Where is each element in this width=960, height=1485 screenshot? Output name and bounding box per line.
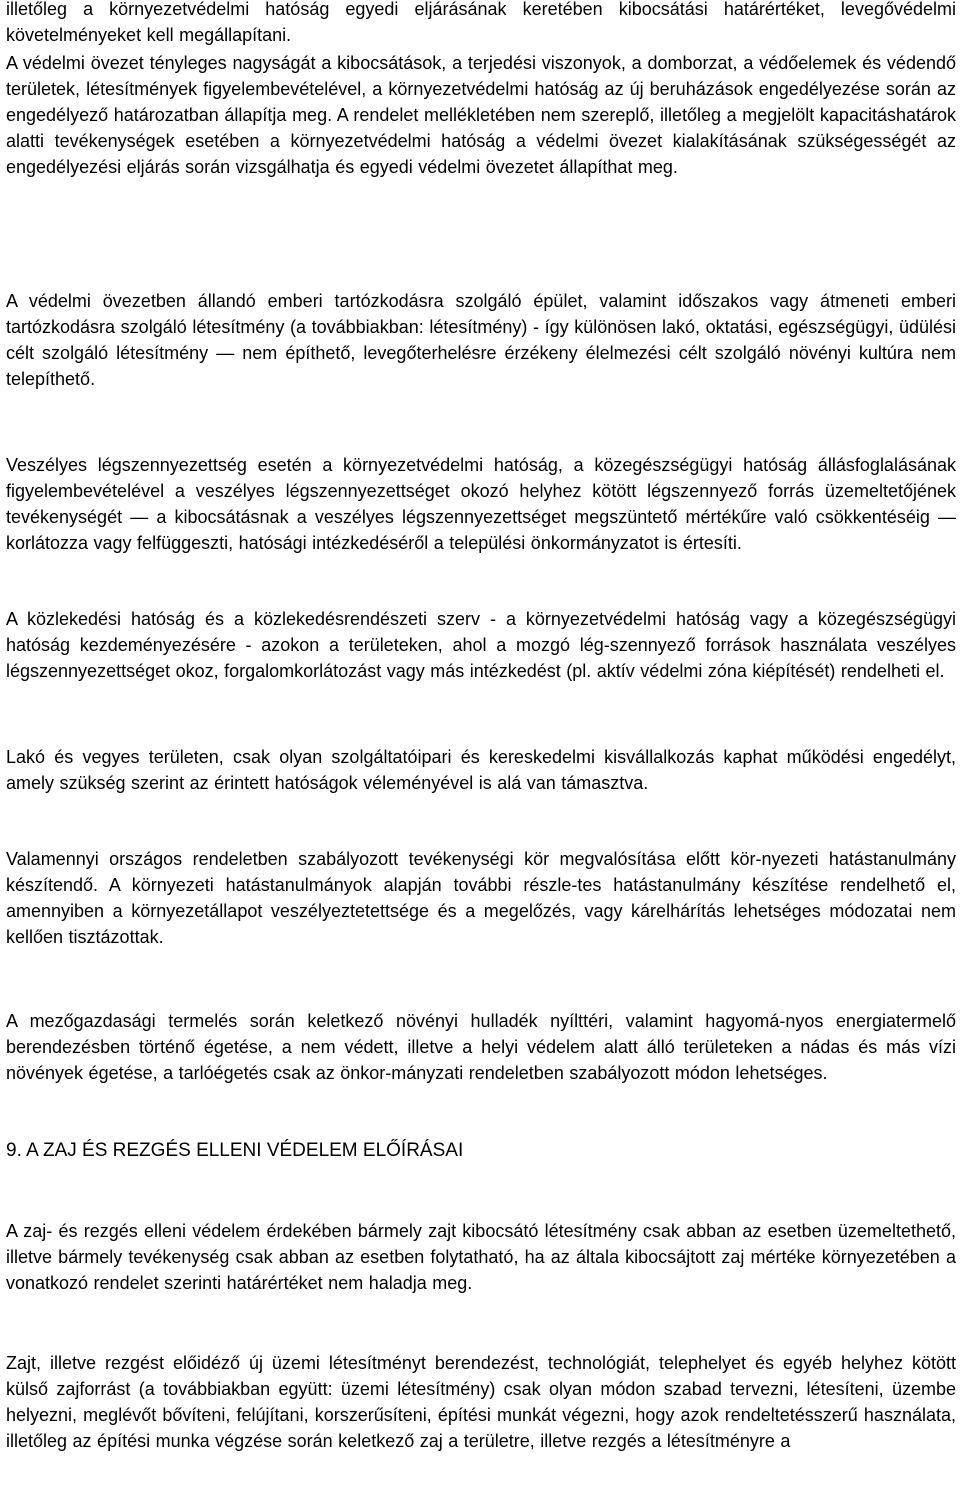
paragraph-2: A védelmi övezet tényleges nagyságát a kibocsátások, a terjedési viszonyok, a domborzat, a védőelemek és védendő területek, létesítmények figyelembevételével, a környezetvédelmi hatóság az új beruházások engedélyezése során az engedélyező határozatban állapítja meg. A rendelet mellékletében nem szereplő, illetőleg a megjelölt kapacitáshatárok alatti tevékenységek esetében a környezetvédelmi hatóság a védelmi övezet kialakításának szükségességét az engedélyezési eljárás során vizsgálhatja és egyedi védelmi övezetet állapíthat meg.	[6, 53, 956, 177]
paragraph-7: Valamennyi országos rendeletben szabályozott tevékenységi kör megvalósítása előtt kör-nyezeti hatástanulmány készítendő. A környezeti hatástanulmányok alapján további részle-tes hatástanulmány készítése rendelhető el, amennyiben a környezetállapot veszélyeztetettsége és a megelőzés, vagy kárelhárítás lehetséges módozatai nem kellően tisztázottak.	[6, 849, 956, 947]
paragraph-1: illetőleg a környezetvédelmi hatóság egyedi eljárásának keretében kibocsátási határértéket, levegővédelmi követelményeket kell megállapítani.	[6, 0, 956, 45]
paragraph-6: Lakó és vegyes területen, csak olyan szolgáltatóipari és kereskedelmi kisvállalkozás kaphat működési engedélyt, amely szükség szerint az érintett hatóságok véleményével is alá van támasztva.	[6, 747, 956, 793]
paragraph-4: Veszélyes légszennyezettség esetén a környezetvédelmi hatóság, a közegészségügyi hatóság állásfoglalásának figyelembevételével a veszélyes légszennyezettséget okozó helyhez kötött légszennyező forrás üzemeltetőjének tevékenységét — a kibocsátásnak a veszélyes légszennyezettséget megszüntető mértékűre való csökkentéséig — korlátozza vagy felfüggeszti, hatósági intézkedéséről a települési önkormányzatot is értesíti.	[6, 455, 956, 553]
paragraph-5: A közlekedési hatóság és a közlekedésrendészeti szerv - a környezetvédelmi hatóság vagy a közegészségügyi hatóság kezdeményezésére - azokon a területeken, ahol a mozgó lég-szennyező források használata veszélyes légszennyezettséget okoz, forgalomkorlátozást vagy más intézkedést (pl. aktív védelmi zóna kiépítését) rendelheti el.	[6, 609, 956, 681]
paragraph-10: Zajt, illetve rezgést előidéző új üzemi létesítményt berendezést, technológiát, telephelyet és egyéb helyhez kötött külső zajforrást (a továbbiakban együtt: üzemi létesítmény) csak olyan módon szabad tervezni, létesíteni, üzembe helyezni, meglévőt bővíteni, felújítani, korszerűsíteni, építési munkát végezni, hogy azok rendeltetésszerű használata, illetőleg az építési munka végzése során keletkező zaj a területre, illetve rezgés a létesítményre a	[6, 1353, 956, 1451]
section-heading: 9. A ZAJ ÉS REZGÉS ELLENI VÉDELEM ELŐÍRÁSAI	[6, 1140, 464, 1161]
paragraph-3: A védelmi övezetben állandó emberi tartózkodásra szolgáló épület, valamint időszakos vagy átmeneti emberi tartózkodásra szolgáló létesítmény (a továbbiakban: létesítmény) - így különösen lakó, oktatási, egészségügyi, üdülési célt szolgáló létesítmény — nem építhető, levegőterhelésre érzékeny élelmezési célt szolgáló növényi kultúra nem telepíthető.	[6, 291, 956, 389]
paragraph-9: A zaj- és rezgés elleni védelem érdekében bármely zajt kibocsátó létesítmény csak abban az esetben üzemeltethető, illetve bármely tevékenység csak abban az esetben folytatható, ha az általa kibocsájtott zaj mértéke környezetében a vonatkozó rendelet szerinti határértéket nem haladja meg.	[6, 1221, 956, 1293]
paragraph-8: A mezőgazdasági termelés során keletkező növényi hulladék nyílttéri, valamint hagyomá-nyos energiatermelő berendezésben történő égetése, a nem védett, illetve a helyi védelem alatt álló területeken a nádas és más vízi növények égetése, a tarlóégetés csak az önkor-mányzati rendeletben szabályozott módon lehetséges.	[6, 1011, 956, 1083]
